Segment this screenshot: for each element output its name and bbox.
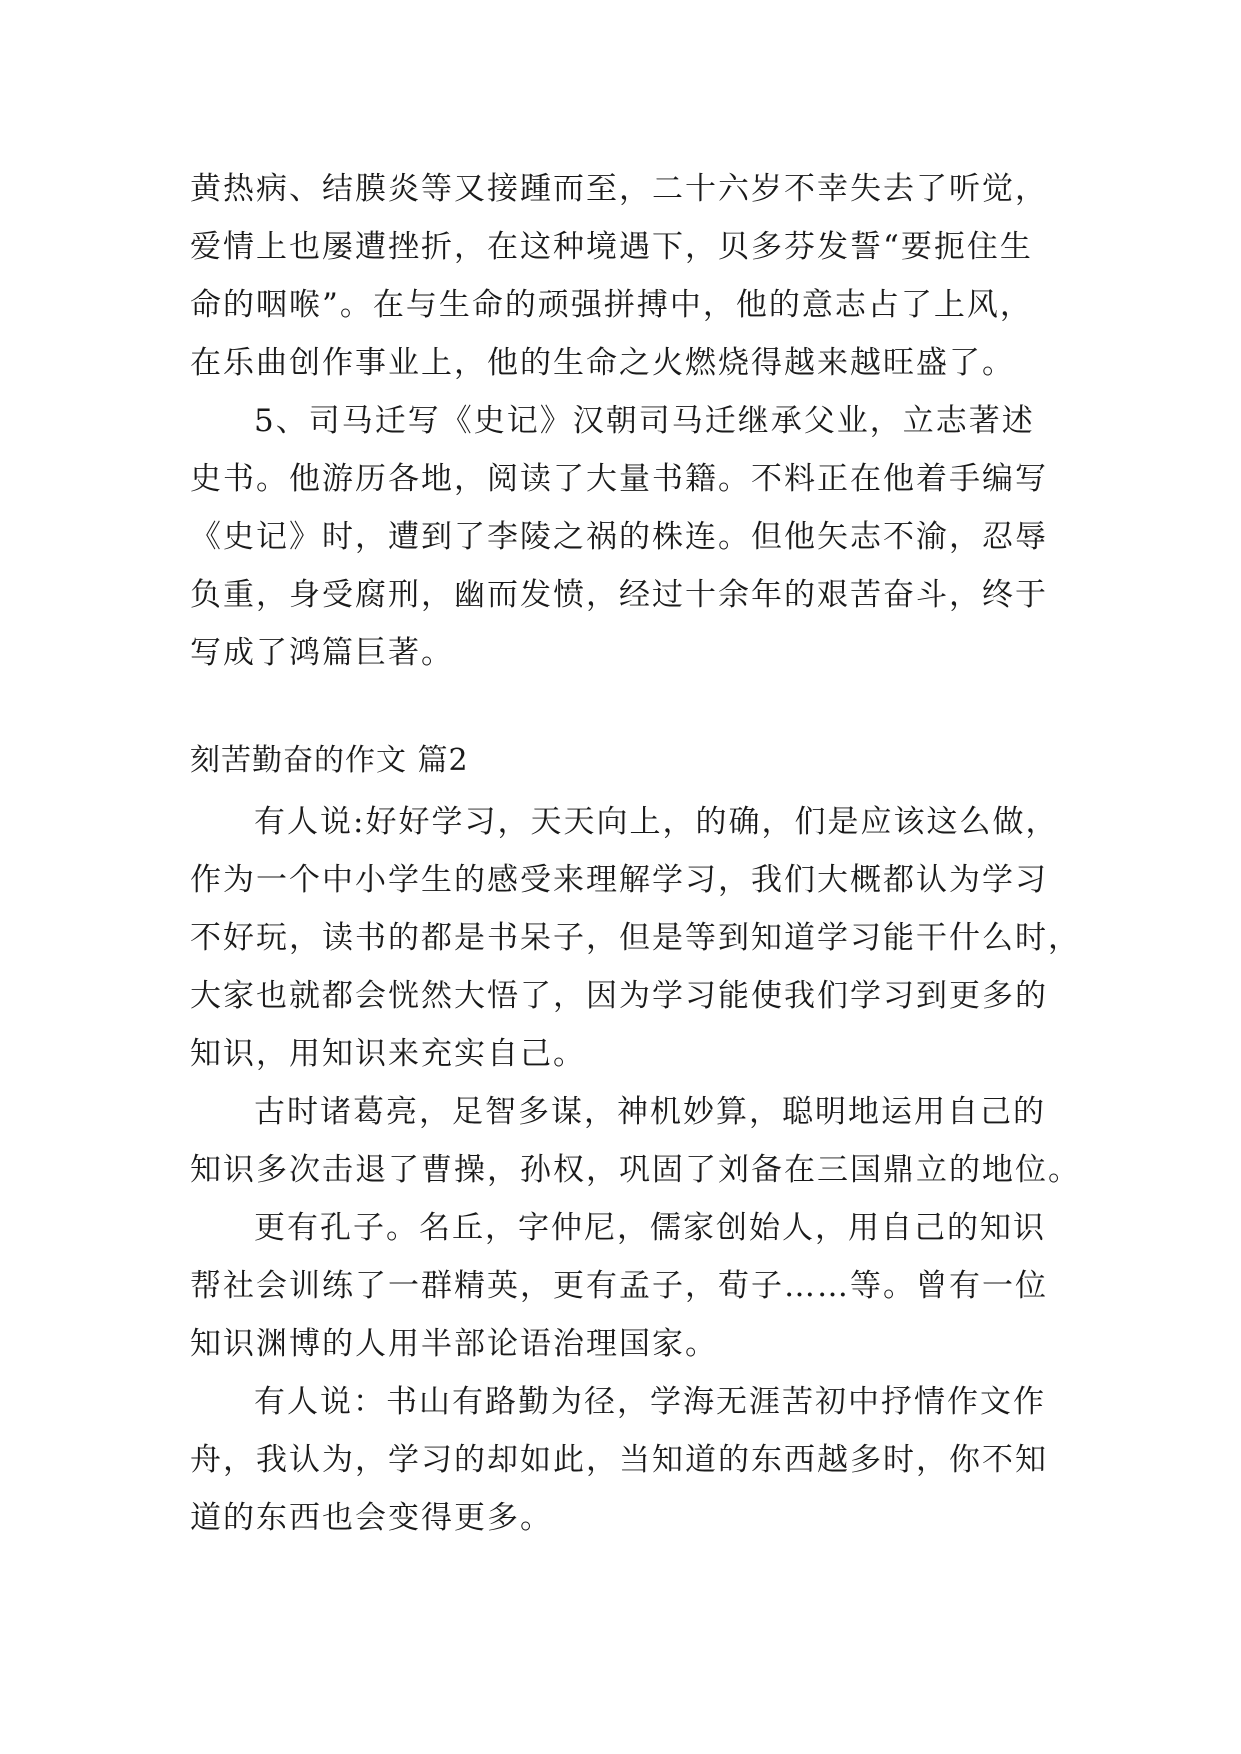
text-line: 古时诸葛亮，足智多谋，神机妙算，聪明地运用自己的	[254, 1094, 1046, 1130]
text-line: 负重，身受腐刑，幽而发愤，经过十余年的艰苦奋斗，终于	[190, 577, 1048, 613]
text-line: 作为一个中小学生的感受来理解学习，我们大概都认为学习	[190, 862, 1048, 898]
text-line: 道的东西也会变得更多。	[190, 1500, 553, 1536]
text-line: 5、司马迁写《史记》汉朝司马迁继承父业，立志著述	[254, 403, 1035, 439]
text-line: 舟，我认为，学习的却如此，当知道的东西越多时，你不知	[190, 1442, 1048, 1478]
text-line: 史书。他游历各地，阅读了大量书籍。不料正在他着手编写	[190, 461, 1048, 497]
text-line: 在乐曲创作事业上，他的生命之火燃烧得越来越旺盛了。	[190, 345, 1015, 381]
text-line: 知识多次击退了曹操，孙权，巩固了刘备在三国鼎立的地位。	[190, 1152, 1081, 1188]
text-line: 大家也就都会恍然大悟了，因为学习能使我们学习到更多的	[190, 978, 1048, 1014]
text-line: 黄热病、结膜炎等又接踵而至，二十六岁不幸失去了听觉，	[190, 171, 1048, 207]
text-line: 知识，用知识来充实自己。	[190, 1036, 586, 1072]
text-line: 知识渊博的人用半部论语治理国家。	[190, 1326, 718, 1362]
text-line: 命的咽喉”。在与生命的顽强拼搏中，他的意志占了上风，	[190, 287, 1033, 323]
text-line: 更有孔子。名丘，字仲尼，儒家创始人，用自己的知识	[254, 1210, 1046, 1246]
text-line: 帮社会训练了一群精英，更有孟子，荀子……等。曾有一位	[190, 1268, 1048, 1304]
text-line: 有人说：书山有路勤为径，学海无涯苦初中抒情作文作	[254, 1384, 1046, 1420]
text-line: 写成了鸿篇巨著。	[190, 635, 454, 671]
text-line: 有人说:好好学习，天天向上，的确，们是应该这么做，	[254, 804, 1059, 840]
text-line: 爱情上也屡遭挫折，在这种境遇下，贝多芬发誓“要扼住生	[190, 229, 1033, 265]
essay-body	[190, 793, 1081, 1547]
paragraph-beethoven	[190, 160, 1060, 682]
text-line: 不好玩，读书的都是书呆子，但是等到知道学习能干什么时，	[190, 920, 1081, 956]
text-line: 《史记》时，遭到了李陵之祸的株连。但他矢志不渝，忍辱	[190, 519, 1048, 555]
section-heading: 刻苦勤奋的作文 篇2	[190, 743, 469, 778]
